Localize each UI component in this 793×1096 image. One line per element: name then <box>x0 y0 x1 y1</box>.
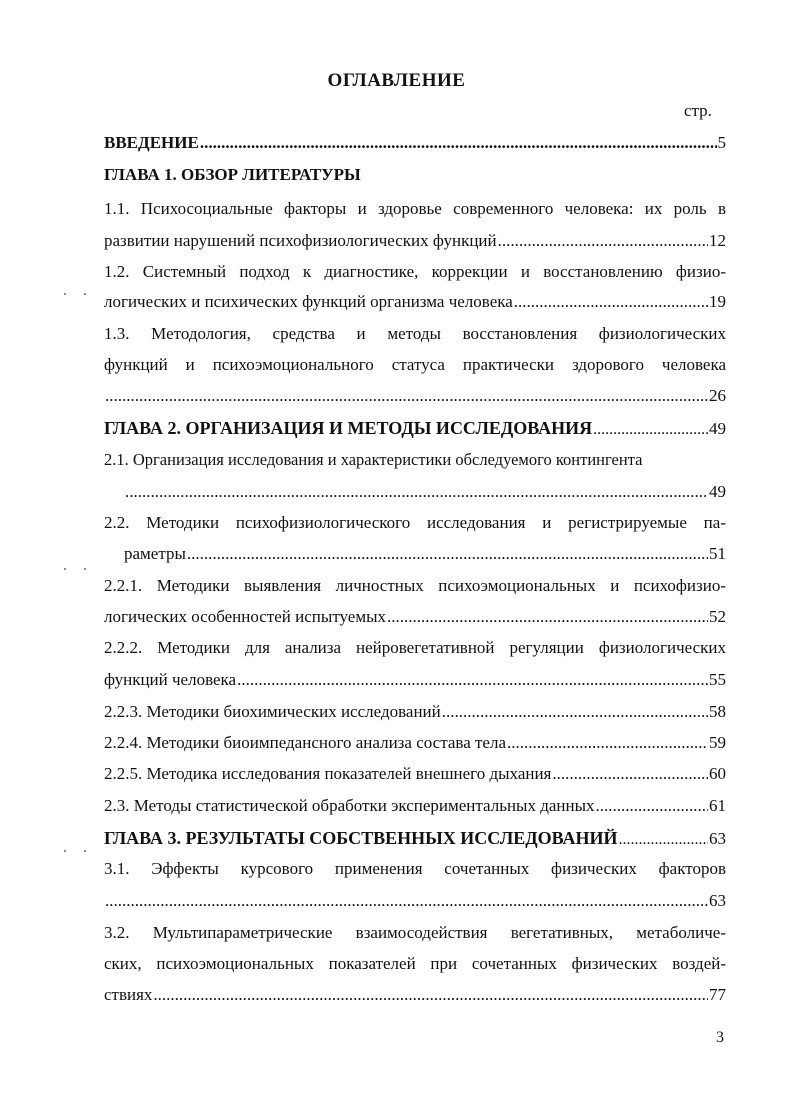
scan-speck <box>64 850 66 852</box>
page-title: ОГЛАВЛЕНИЕ <box>327 70 466 91</box>
page-column-label: стр. <box>684 101 712 120</box>
toc-entry-text: функций человека <box>104 670 237 689</box>
toc-entry-2-2-line1[interactable]: 2.2. Методики психофизиологического исследования и регистрируемые па- <box>104 513 726 532</box>
leader-dots <box>105 384 708 408</box>
toc-entry-2-2-2-line2[interactable] <box>104 668 726 692</box>
toc-entry-1-3-line1[interactable]: 1.3. Методология, средства и методы восстановления физиологических <box>104 324 726 343</box>
toc-entry-2-2-line2[interactable] <box>124 542 726 566</box>
leader-dots <box>552 762 708 786</box>
leader-dots <box>200 131 717 155</box>
scan-speck <box>84 293 86 295</box>
toc-entry-3-2-line1[interactable]: 3.2. Мультипараметрические взаимосодействия вегетативных, метаболиче- <box>104 923 726 942</box>
scan-speck <box>84 850 86 852</box>
toc-entry-1-3-line2[interactable]: функций и психоэмоционального статуса практически здорового человека <box>104 355 726 374</box>
toc-entry-2-2-1-line2[interactable] <box>104 605 726 629</box>
toc-entry-text: ствиях <box>104 985 153 1004</box>
scan-speck <box>84 568 86 570</box>
toc-chapter-1[interactable] <box>104 163 726 187</box>
toc-entry-2-1-line1[interactable]: 2.1. Организация исследования и характеристики обследуемого контингента <box>104 450 643 469</box>
leader-dots <box>514 290 708 314</box>
toc-page-number: 55 <box>709 670 726 689</box>
leader-dots <box>619 828 709 850</box>
leader-dots <box>105 889 708 913</box>
toc-entry-3-2-line3[interactable] <box>104 983 726 1007</box>
toc-page-number: 51 <box>709 544 726 563</box>
toc-page-number: 58 <box>709 702 726 721</box>
toc-entry-text: логических особенностей испытуемых <box>104 607 387 626</box>
toc-entry-3-1-line1[interactable]: 3.1. Эффекты курсового применения сочетанных физических факторов <box>104 859 726 878</box>
toc-entry-2-2-4[interactable] <box>104 731 726 755</box>
toc-page-number: 77 <box>709 985 726 1004</box>
toc-entry-2-2-1-line1[interactable]: 2.2.1. Методики выявления личностных психоэмоциональных и психофизио- <box>104 576 726 595</box>
leader-dots <box>153 983 708 1007</box>
leader-dots <box>442 700 708 724</box>
scan-speck <box>64 293 66 295</box>
leader-dots <box>593 418 708 440</box>
leader-dots <box>187 542 708 566</box>
leader-dots <box>596 794 708 818</box>
toc-entry-2-1-line2[interactable] <box>124 480 726 504</box>
toc-entry-intro[interactable] <box>104 131 726 155</box>
toc-entry-text: ВВЕДЕНИЕ <box>104 133 199 152</box>
toc-entry-text: логических и психических функций организма человека <box>104 292 513 311</box>
toc-entry-2-2-2-line1[interactable]: 2.2.2. Методики для анализа нейровегетативной регуляции физиологических <box>104 638 726 657</box>
toc-chapter-3[interactable] <box>104 826 726 850</box>
toc-entry-2-3[interactable] <box>104 794 726 818</box>
toc-page-number: 26 <box>709 386 726 405</box>
toc-entry-2-2-5[interactable] <box>104 762 726 786</box>
toc-page-number: 63 <box>709 829 726 848</box>
toc-entry-1-2-line2[interactable] <box>104 290 726 314</box>
toc-entry-text: 2.2.4. Методики биоимпедансного анализа состава тела <box>104 733 506 752</box>
toc-page-number: 49 <box>709 419 726 438</box>
toc-entry-1-1-line2[interactable] <box>104 229 726 253</box>
toc-entry-text: 2.3. Методы статистической обработки экспериментальных данных <box>104 796 595 815</box>
toc-entry-1-2-line1[interactable]: 1.2. Системный подход к диагностике, коррекции и восстановлению физио- <box>104 262 726 281</box>
toc-entry-text: ГЛАВА 2. ОРГАНИЗАЦИЯ И МЕТОДЫ ИССЛЕДОВАНИЯ <box>104 418 593 438</box>
toc-entry-text: развитии нарушений психофизиологических функций <box>104 231 497 250</box>
toc-page-number: 5 <box>717 133 726 152</box>
toc-page-number: 52 <box>709 607 726 626</box>
toc-entry-text: раметры <box>124 544 186 563</box>
toc-entry-1-3-line3[interactable] <box>104 384 726 408</box>
toc-entry-text: ГЛАВА 3. РЕЗУЛЬТАТЫ СОБСТВЕННЫХ ИССЛЕДОВАНИЙ <box>104 828 618 848</box>
leader-dots <box>387 605 708 629</box>
leader-dots <box>507 731 708 755</box>
toc-entry-3-1-line2[interactable] <box>104 889 726 913</box>
toc-page-number: 12 <box>709 231 726 250</box>
toc-page-number: 19 <box>709 292 726 311</box>
toc-entry-text: ГЛАВА 1. ОБЗОР ЛИТЕРАТУРЫ <box>104 165 361 184</box>
leader-dots <box>237 668 708 692</box>
toc-entry-text: 2.2.3. Методики биохимических исследований <box>104 702 441 721</box>
leader-dots <box>125 480 708 504</box>
toc-entry-2-2-3[interactable] <box>104 700 726 724</box>
toc-page-number: 60 <box>709 764 726 783</box>
toc-entry-3-2-line2[interactable]: ских, психоэмоциональных показателей при сочетанных физических воздей- <box>104 954 726 973</box>
page-number: 3 <box>716 1029 724 1046</box>
toc-page-number: 59 <box>709 733 726 752</box>
toc-chapter-2[interactable] <box>104 416 726 440</box>
leader-dots <box>498 229 708 253</box>
toc-page-number: 63 <box>709 891 726 910</box>
scan-speck <box>64 568 66 570</box>
toc-page-number: 49 <box>709 482 726 501</box>
toc-entry-text: 2.2.5. Методика исследования показателей внешнего дыхания <box>104 764 552 783</box>
toc-entry-1-1-line1[interactable]: 1.1. Психосоциальные факторы и здоровье современного человека: их роль в <box>104 199 726 218</box>
toc-page-number: 61 <box>709 796 726 815</box>
